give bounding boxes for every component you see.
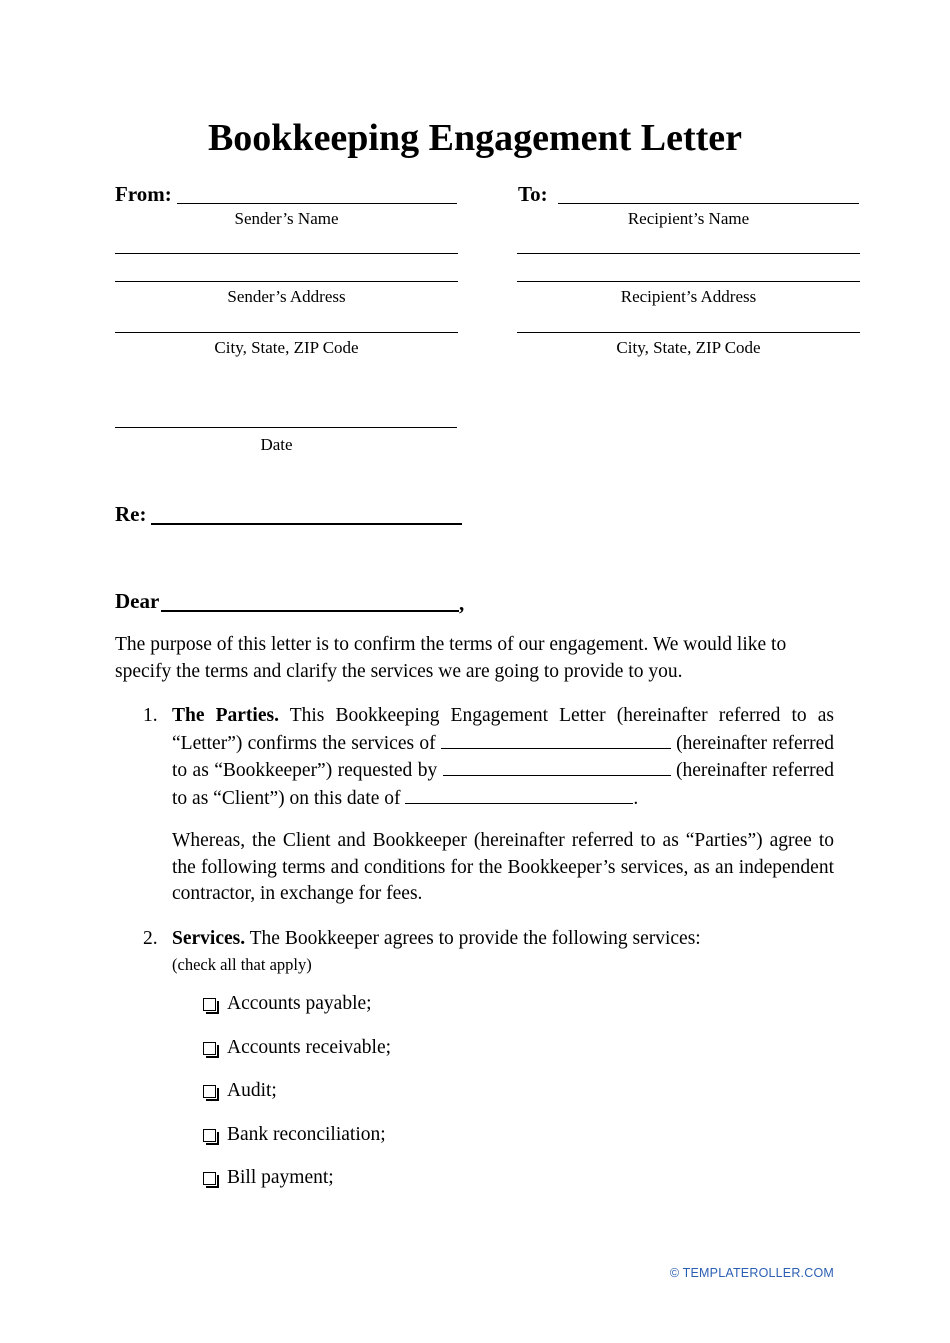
service-option-bank-reconciliation[interactable] xyxy=(203,1123,386,1147)
bookkeeper-name-field[interactable] xyxy=(441,730,671,749)
service-option-bill-payment[interactable] xyxy=(203,1166,334,1190)
recipient-name-caption: Recipient’s Name xyxy=(627,209,750,228)
document-title: Bookkeeping Engagement Letter xyxy=(207,117,743,159)
section-2-text: The Bookkeeper agrees to provide the following services: xyxy=(249,928,701,949)
section-2-note: (check all that apply) xyxy=(172,955,312,974)
checkbox-icon[interactable] xyxy=(203,1172,216,1185)
section-1-number: 1. xyxy=(143,705,158,726)
recipient-address-line-1[interactable] xyxy=(517,253,860,254)
service-option-accounts-payable[interactable] xyxy=(203,992,372,1016)
recipient-city-field[interactable] xyxy=(517,332,860,333)
service-option-label: Bill payment; xyxy=(227,1167,334,1188)
sender-city-caption: City, State, ZIP Code xyxy=(214,338,359,357)
sender-address-line-1[interactable] xyxy=(115,253,458,254)
recipient-address-line-2[interactable] xyxy=(517,281,860,282)
re-label: Re: xyxy=(115,502,147,526)
section-1-heading: The Parties. xyxy=(172,705,279,726)
recipient-city-caption: City, State, ZIP Code xyxy=(616,338,761,357)
intro-paragraph: The purpose of this letter is to confirm the terms of our engagement. We would like to specify the terms and clarify the services we are going to provide to you. xyxy=(115,634,787,682)
service-option-audit[interactable] xyxy=(203,1079,277,1103)
sender-city-field[interactable] xyxy=(115,332,458,333)
sender-address-caption: Sender’s Address xyxy=(227,287,346,306)
service-option-label: Bank reconciliation; xyxy=(227,1124,386,1145)
section-2-paragraph xyxy=(172,926,834,953)
checkbox-icon[interactable] xyxy=(203,1129,216,1142)
dear-comma: , xyxy=(459,591,465,615)
to-label: To: xyxy=(518,182,548,206)
section-1-text-b: (hereinafter referred to as “Bookkeeper”) requested by xyxy=(172,732,835,781)
dear-label: Dear xyxy=(115,589,160,613)
service-option-label: Accounts payable; xyxy=(227,993,372,1014)
section-2-number: 2. xyxy=(143,928,158,949)
section-1-text-end: . xyxy=(633,787,639,809)
section-1-text-c: (hereinafter referred to as “Client”) on this date of xyxy=(172,760,834,809)
from-label: From: xyxy=(115,182,172,206)
engagement-date-field[interactable] xyxy=(405,785,633,804)
service-option-label: Accounts receivable; xyxy=(227,1037,392,1058)
checkbox-icon[interactable] xyxy=(203,998,216,1011)
recipient-name-field[interactable] xyxy=(558,203,859,204)
checkbox-icon[interactable] xyxy=(203,1085,216,1098)
date-field[interactable] xyxy=(115,427,457,428)
date-caption: Date xyxy=(260,435,293,454)
sender-name-caption: Sender’s Name xyxy=(234,209,339,228)
footer-link[interactable]: © TEMPLATEROLLER.COM xyxy=(669,1266,834,1280)
re-field[interactable] xyxy=(151,523,462,525)
section-1-whereas: Whereas, the Client and Bookkeeper (hereinafter referred to as “Parties”) agree to the following terms and conditions for the Bookkeeper’s services, as an independent contractor, in exchange for fees. xyxy=(172,830,834,904)
section-1-text-a: This Bookkeeping Engagement Letter (hereinafter referred to as “Letter”) confirms the services of xyxy=(172,705,835,754)
client-name-field[interactable] xyxy=(443,757,671,776)
service-option-label: Audit; xyxy=(227,1080,277,1101)
service-option-accounts-receivable[interactable] xyxy=(203,1036,391,1060)
section-1-paragraph xyxy=(172,703,834,812)
recipient-address-caption: Recipient’s Address xyxy=(620,287,757,306)
checkbox-icon[interactable] xyxy=(203,1042,216,1055)
section-2-heading: Services. xyxy=(172,928,246,949)
sender-address-line-2[interactable] xyxy=(115,281,458,282)
sender-name-field[interactable] xyxy=(177,203,457,204)
dear-field[interactable] xyxy=(161,610,459,612)
